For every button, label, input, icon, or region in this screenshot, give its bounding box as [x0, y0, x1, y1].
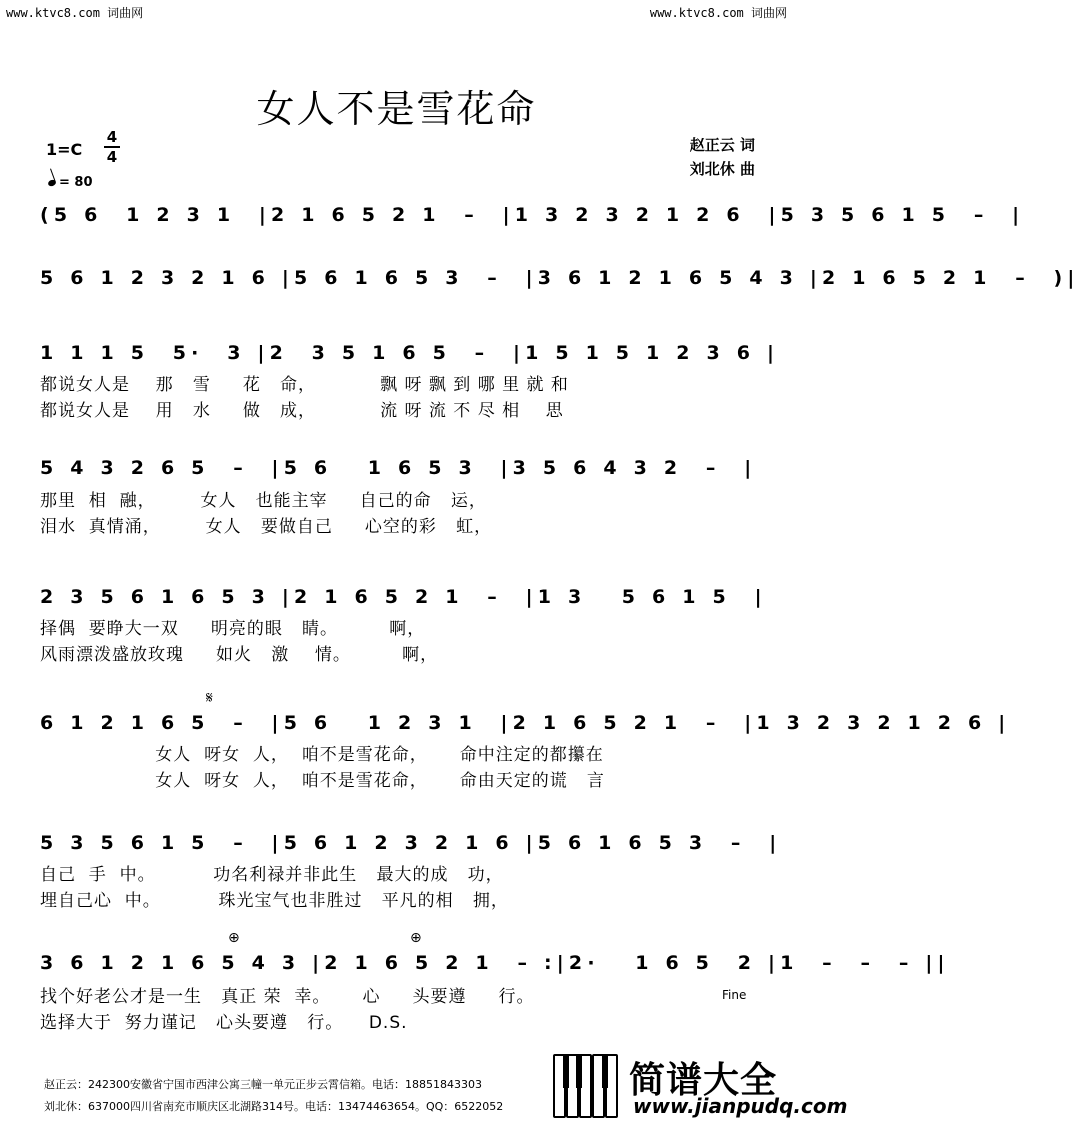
score-row-6 — [40, 708, 1011, 744]
score-row-4 — [40, 453, 755, 489]
piano-icon — [553, 1054, 621, 1118]
composer: 刘北休 曲 — [689, 160, 755, 178]
lyric-row-7-verse-2: 埋自己心 中。 珠光宝气也非胜过 平凡的相 拥， — [40, 891, 509, 911]
lyric-row-7-verse-1: 自己 手 中。 功名利禄并非此生 最大的成 功， — [40, 865, 504, 885]
notes-row-5: 2 3 5 6 1 6 5 3 |2 1 6 5 2 1 – |1 3 5 6 1 5 | — [40, 586, 767, 608]
logo-text: 简谱大全 — [629, 1060, 778, 1101]
lyricist: 赵正云 词 — [689, 136, 755, 154]
lyric-row-5-verse-2: 风雨漂泼盛放玫瑰 如火 激 情。 啊， — [40, 645, 439, 665]
site-watermark-right: www.ktvc8.com 词曲网 — [649, 6, 787, 20]
jianpu-logo — [553, 1054, 848, 1118]
lyric-row-3-verse-2: 都说女人是 用 水 做 成， 流 呀 流 不 尽 相 思 — [40, 401, 564, 421]
notes-row-3: 1 1 1 5 5· 3 |2 3 5 1 6 5 – |1 5 1 5 1 2 3 6 | — [40, 342, 780, 364]
lyric-row-8-verse-2: 选择大于 努力谨记 心头要遵 行。 D.S. — [40, 1013, 408, 1033]
lyric-row-3-verse-1: 都说女人是 那 雪 花 命， 飘 呀 飘 到 哪 里 就 和 — [40, 375, 569, 395]
key-signature: 1=C — [46, 140, 83, 159]
coda-icon-2: ⊕ — [410, 930, 422, 946]
coda-icon: ⊕ — [228, 930, 240, 946]
fine-marking: Fine — [722, 988, 747, 1002]
quarter-note-icon — [47, 179, 57, 187]
notes-row-4: 5 4 3 2 6 5 – |5 6 1 6 5 3 |3 5 6 4 3 2 – | — [40, 457, 757, 479]
score-row-3 — [40, 338, 780, 374]
score-row-7 — [40, 828, 782, 864]
score-row-5 — [40, 582, 767, 618]
segno-icon: 𝄋 — [206, 688, 213, 707]
footer-line-lyricist: 赵正云：242300安徽省宁国市西津公寓三幢一单元正步云霄信箱。电话：18851843303 — [44, 1078, 482, 1091]
site-watermark-left: www.ktvc8.com 词曲网 — [6, 6, 144, 20]
notes-row-6: 6 1 2 1 6 5 – |5 6 1 2 3 1 |2 1 6 5 2 1 – |1 3 2 3 2 1 2 6 | — [40, 712, 1011, 734]
lyric-row-6-verse-2: 女人 呀女 人， 咱不是雪花命， 命由天定的谎 言 — [40, 771, 605, 791]
footer-contacts — [44, 1074, 503, 1118]
footer-line-composer: 刘北休：637000四川省南充市顺庆区北湖路314号。电话：13474463654。QQ：6522052 — [44, 1100, 504, 1113]
tempo-value: = 80 — [59, 175, 93, 190]
time-sig-top: 4 — [106, 128, 118, 146]
lyric-row-4-verse-2: 泪水 真情涌， 女人 要做自己 心空的彩 虹， — [40, 517, 493, 537]
score-row-2 — [40, 263, 1080, 299]
lyric-row-8-verse-1: 找个好老公才是一生 真正 荣 幸。 心 头要遵 行。 — [40, 987, 535, 1007]
lyric-row-6-verse-1: 女人 呀女 人， 咱不是雪花命， 命中注定的都攥在 — [40, 745, 604, 765]
time-sig-bottom: 4 — [106, 148, 118, 166]
notes-row-7: 5 3 5 6 1 5 – |5 6 1 2 3 2 1 6 |5 6 1 6 5 3 – | — [40, 832, 782, 854]
score-row-1 — [40, 200, 1025, 236]
logo-url: www.jianpudq.com — [633, 1094, 848, 1118]
song-title: 女人不是雪花命 — [256, 87, 537, 131]
time-signature — [104, 128, 120, 166]
credits — [690, 133, 755, 181]
notes-row-2: 5 6 1 2 3 2 1 6 |5 6 1 6 5 3 – |3 6 1 2 1 6 5 4 3 |2 1 6 5 2 1 – )| — [40, 267, 1080, 289]
lyric-row-4-verse-1: 那里 相 融， 女人 也能主宰 自己的命 运， — [40, 491, 487, 511]
score-row-8 — [40, 948, 950, 984]
notes-row-1: (5 6 1 2 3 1 |2 1 6 5 2 1 – |1 3 2 3 2 1 2 6 |5 3 5 6 1 5 – | — [40, 204, 1025, 226]
tempo-marking — [48, 175, 93, 190]
lyric-row-5-verse-1: 择偶 要睁大一双 明亮的眼 睛。 啊， — [40, 619, 426, 639]
notes-row-8: 3 6 1 2 1 6 5 4 3 |2 1 6 5 2 1 – :|2· 1 6 5 2 |1 – – – || — [40, 952, 950, 974]
